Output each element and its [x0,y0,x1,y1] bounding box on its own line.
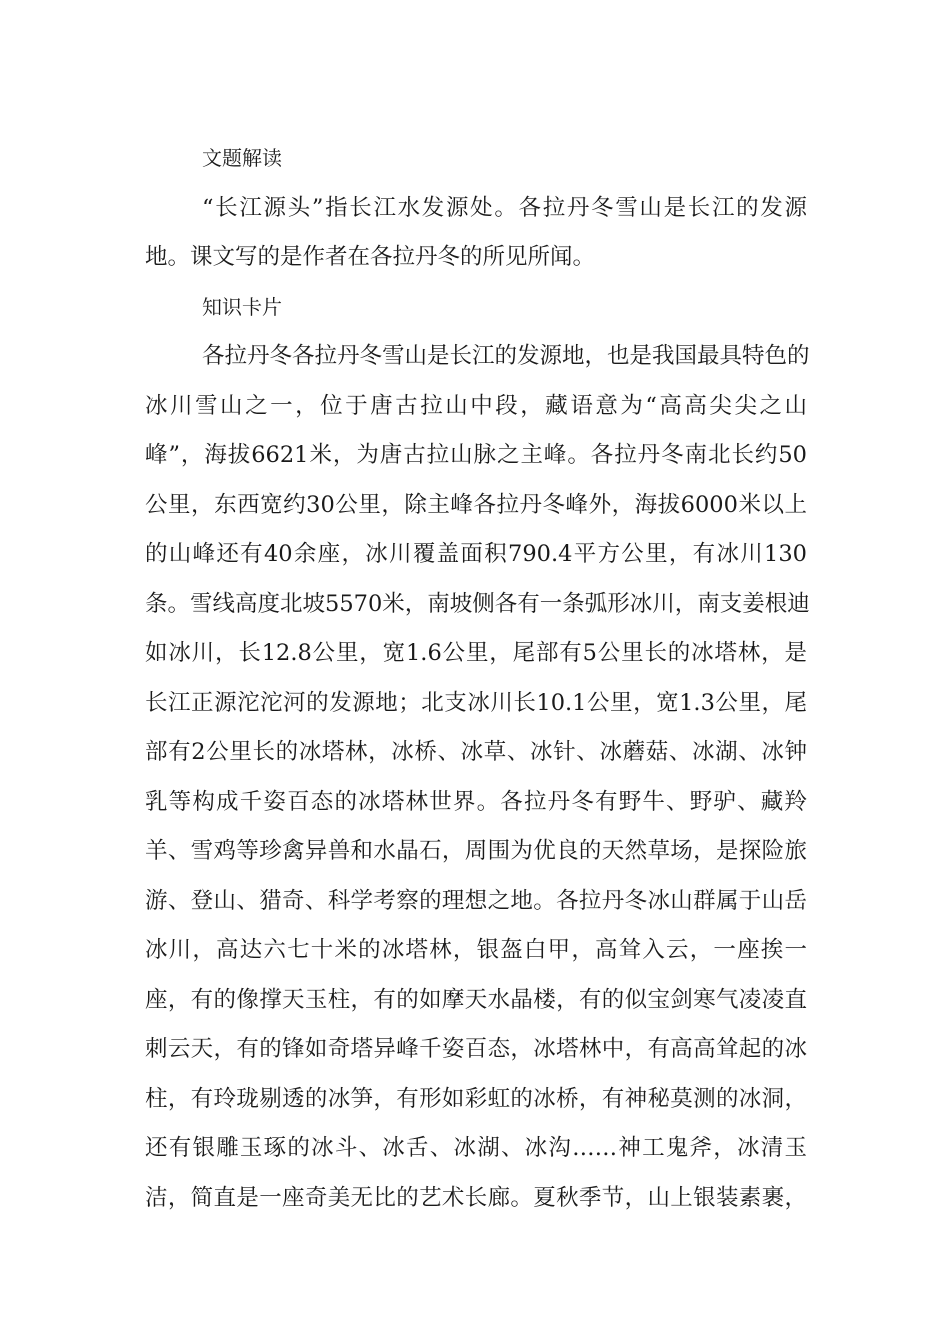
paragraph-line: 还有银雕玉琢的冰斗、冰舌、冰湖、冰沟……神工鬼斧，冰清玉 [145,1135,807,1161]
paragraph-line: 长江正源沱沱河的发源地；北支冰川长10.1公里，宽1.3公里，尾 [145,689,807,716]
paragraph-line: 地。课文写的是作者在各拉丹冬的所见所闻。 [145,244,596,270]
paragraph-line: 峰”，海拔6621米，为唐古拉山脉之主峰。各拉丹冬南北长约50 [145,442,807,468]
paragraph-line: 各拉丹冬各拉丹冬雪山是长江的发源地，也是我国最具特色的 [202,343,810,369]
paragraph-line: 柱，有玲珑剔透的冰笋，有形如彩虹的冰桥，有神秘莫测的冰洞， [145,1085,807,1112]
paragraph-line: 羊、雪鸡等珍禽异兽和水晶石，周围为优良的天然草场，是探险旅 [145,838,807,864]
paragraph-line: 游、登山、猎奇、科学考察的理想之地。各拉丹冬冰山群属于山岳 [145,887,807,914]
paragraph-text-interpretation [145,184,807,283]
paragraph-line: 座，有的像撑天玉柱，有的如摩天水晶楼，有的似宝剑寒气凌凌直 [145,986,807,1013]
document-body [145,134,810,1223]
paragraph-line: 冰川，高达六七十米的冰塔林，银盔白甲，高耸入云，一座挨一 [145,937,807,963]
paragraph-line: “长江源头”指长江水发源处。各拉丹冬雪山是长江的发源 [202,194,807,221]
paragraph-line: 部有2公里长的冰塔林，冰桥、冰草、冰针、冰蘑菇、冰湖、冰钟 [145,739,807,765]
section-heading-text-interpretation: 文题解读 [202,146,282,170]
paragraph-line: 洁，简直是一座奇美无比的艺术长廊。夏秋季节，山上银装素裹， [145,1184,807,1211]
paragraph-line: 冰川雪山之一，位于唐古拉山中段，藏语意为“高高尖尖之山 [145,392,807,419]
section-heading-knowledge-card: 知识卡片 [202,294,282,319]
paragraph-line: 的山峰还有40余座，冰川覆盖面积790.4平方公里，有冰川130 [145,541,807,567]
paragraph-line: 如冰川，长12.8公里，宽1.6公里，尾部有5公里长的冰塔林，是 [145,640,807,666]
paragraph-knowledge-card [145,332,810,1223]
paragraph-line: 公里，东西宽约30公里，除主峰各拉丹冬峰外，海拔6000米以上 [145,491,807,518]
paragraph-line: 刺云天，有的锋如奇塔异峰千姿百态，冰塔林中，有高高耸起的冰 [145,1036,807,1062]
paragraph-line: 条。雪线高度北坡5570米，南坡侧各有一条弧形冰川，南支姜根迪 [145,590,810,617]
paragraph-line: 乳等构成千姿百态的冰塔林世界。各拉丹冬有野牛、野驴、藏羚 [145,788,807,815]
